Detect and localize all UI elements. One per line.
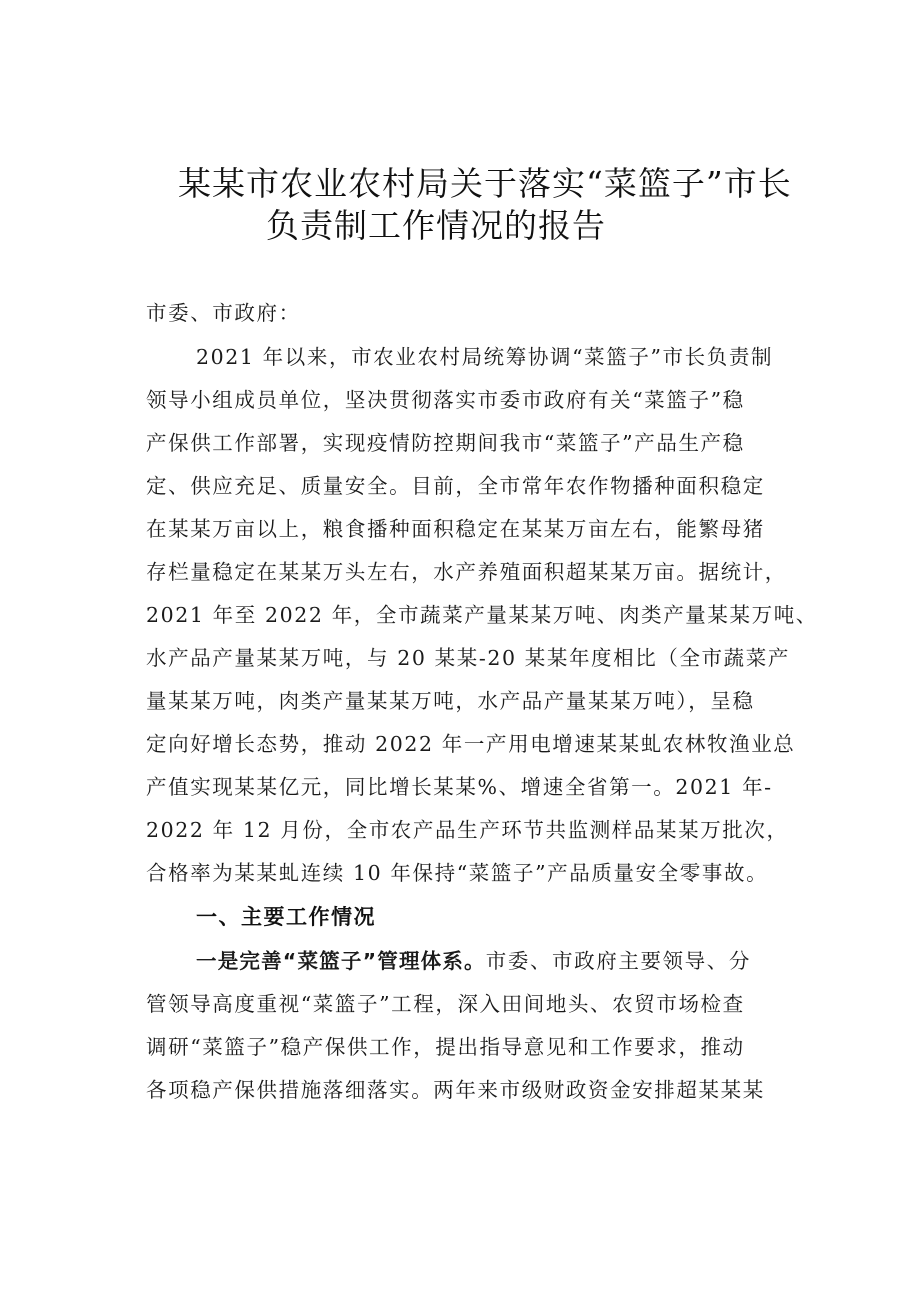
paragraph-1-line: 合格率为某某虬连续 10 年保持“菜篮子”产品质量安全零事故。 <box>146 861 769 885</box>
paragraph-2-first-line <box>196 944 751 974</box>
paragraph-1-line: 产保供工作部署，实现疫情防控期间我市“菜篮子”产品生产稳 <box>146 431 745 455</box>
section-1-heading: 一、主要工作情况 <box>196 905 376 929</box>
paragraph-1-line: 量某某万吨，肉类产量某某万吨，水产品产量某某万吨），呈稳 <box>146 689 755 713</box>
paragraph-2-first-rest: 市委、市政府主要领导、分 <box>485 949 751 973</box>
paragraph-2-line: 调研“菜篮子”稳产保供工作，提出指导意见和工作要求，推动 <box>146 1035 745 1059</box>
paragraph-1-line: 定、供应充足、质量安全。目前，全市常年农作物播种面积稳定 <box>146 474 765 498</box>
paragraph-1-line: 产值实现某某亿元，同比增长某某%、增速全省第一。2021 年- <box>146 775 773 799</box>
document-title-line-1: 某某市农业农村局关于落实“菜篮子”市长 <box>178 164 792 203</box>
paragraph-1-line: 2021 年至 2022 年，全市蔬菜产量某某万吨、肉类产量某某万吨、 <box>146 603 818 627</box>
salutation: 市委、市政府： <box>146 301 301 325</box>
paragraph-2-lead: 一是完善“菜篮子”管理体系。 <box>196 949 486 973</box>
document-title-line-2: 负责制工作情况的报告 <box>266 206 606 245</box>
paragraph-2-line: 各项稳产保供措施落细落实。两年来市级财政资金安排超某某某 <box>146 1078 765 1102</box>
paragraph-1-line: 水产品产量某某万吨，与 20 某某-20 某某年度相比（全市蔬菜产 <box>146 646 790 670</box>
paragraph-1-line: 在某某万亩以上，粮食播种面积稳定在某某万亩左右，能繁母猪 <box>146 517 765 541</box>
paragraph-1-line: 2022 年 12 月份，全市农产品生产环节共监测样品某某万批次， <box>146 818 789 842</box>
paragraph-1-line: 存栏量稳定在某某万头左右，水产养殖面积超某某万亩。据统计， <box>146 560 787 584</box>
paragraph-1-line: 领导小组成员单位，坚决贯彻落实市委市政府有关“菜篮子”稳 <box>146 388 745 412</box>
paragraph-1-line: 定向好增长态势，推动 2022 年一产用电增速某某虬农林牧渔业总 <box>146 732 796 756</box>
paragraph-2-line: 管领导高度重视“菜篮子”工程，深入田间地头、农贸市场检查 <box>146 992 745 1016</box>
paragraph-1-line: 2021 年以来，市农业农村局统筹协调“菜篮子”市长负责制 <box>196 345 774 369</box>
